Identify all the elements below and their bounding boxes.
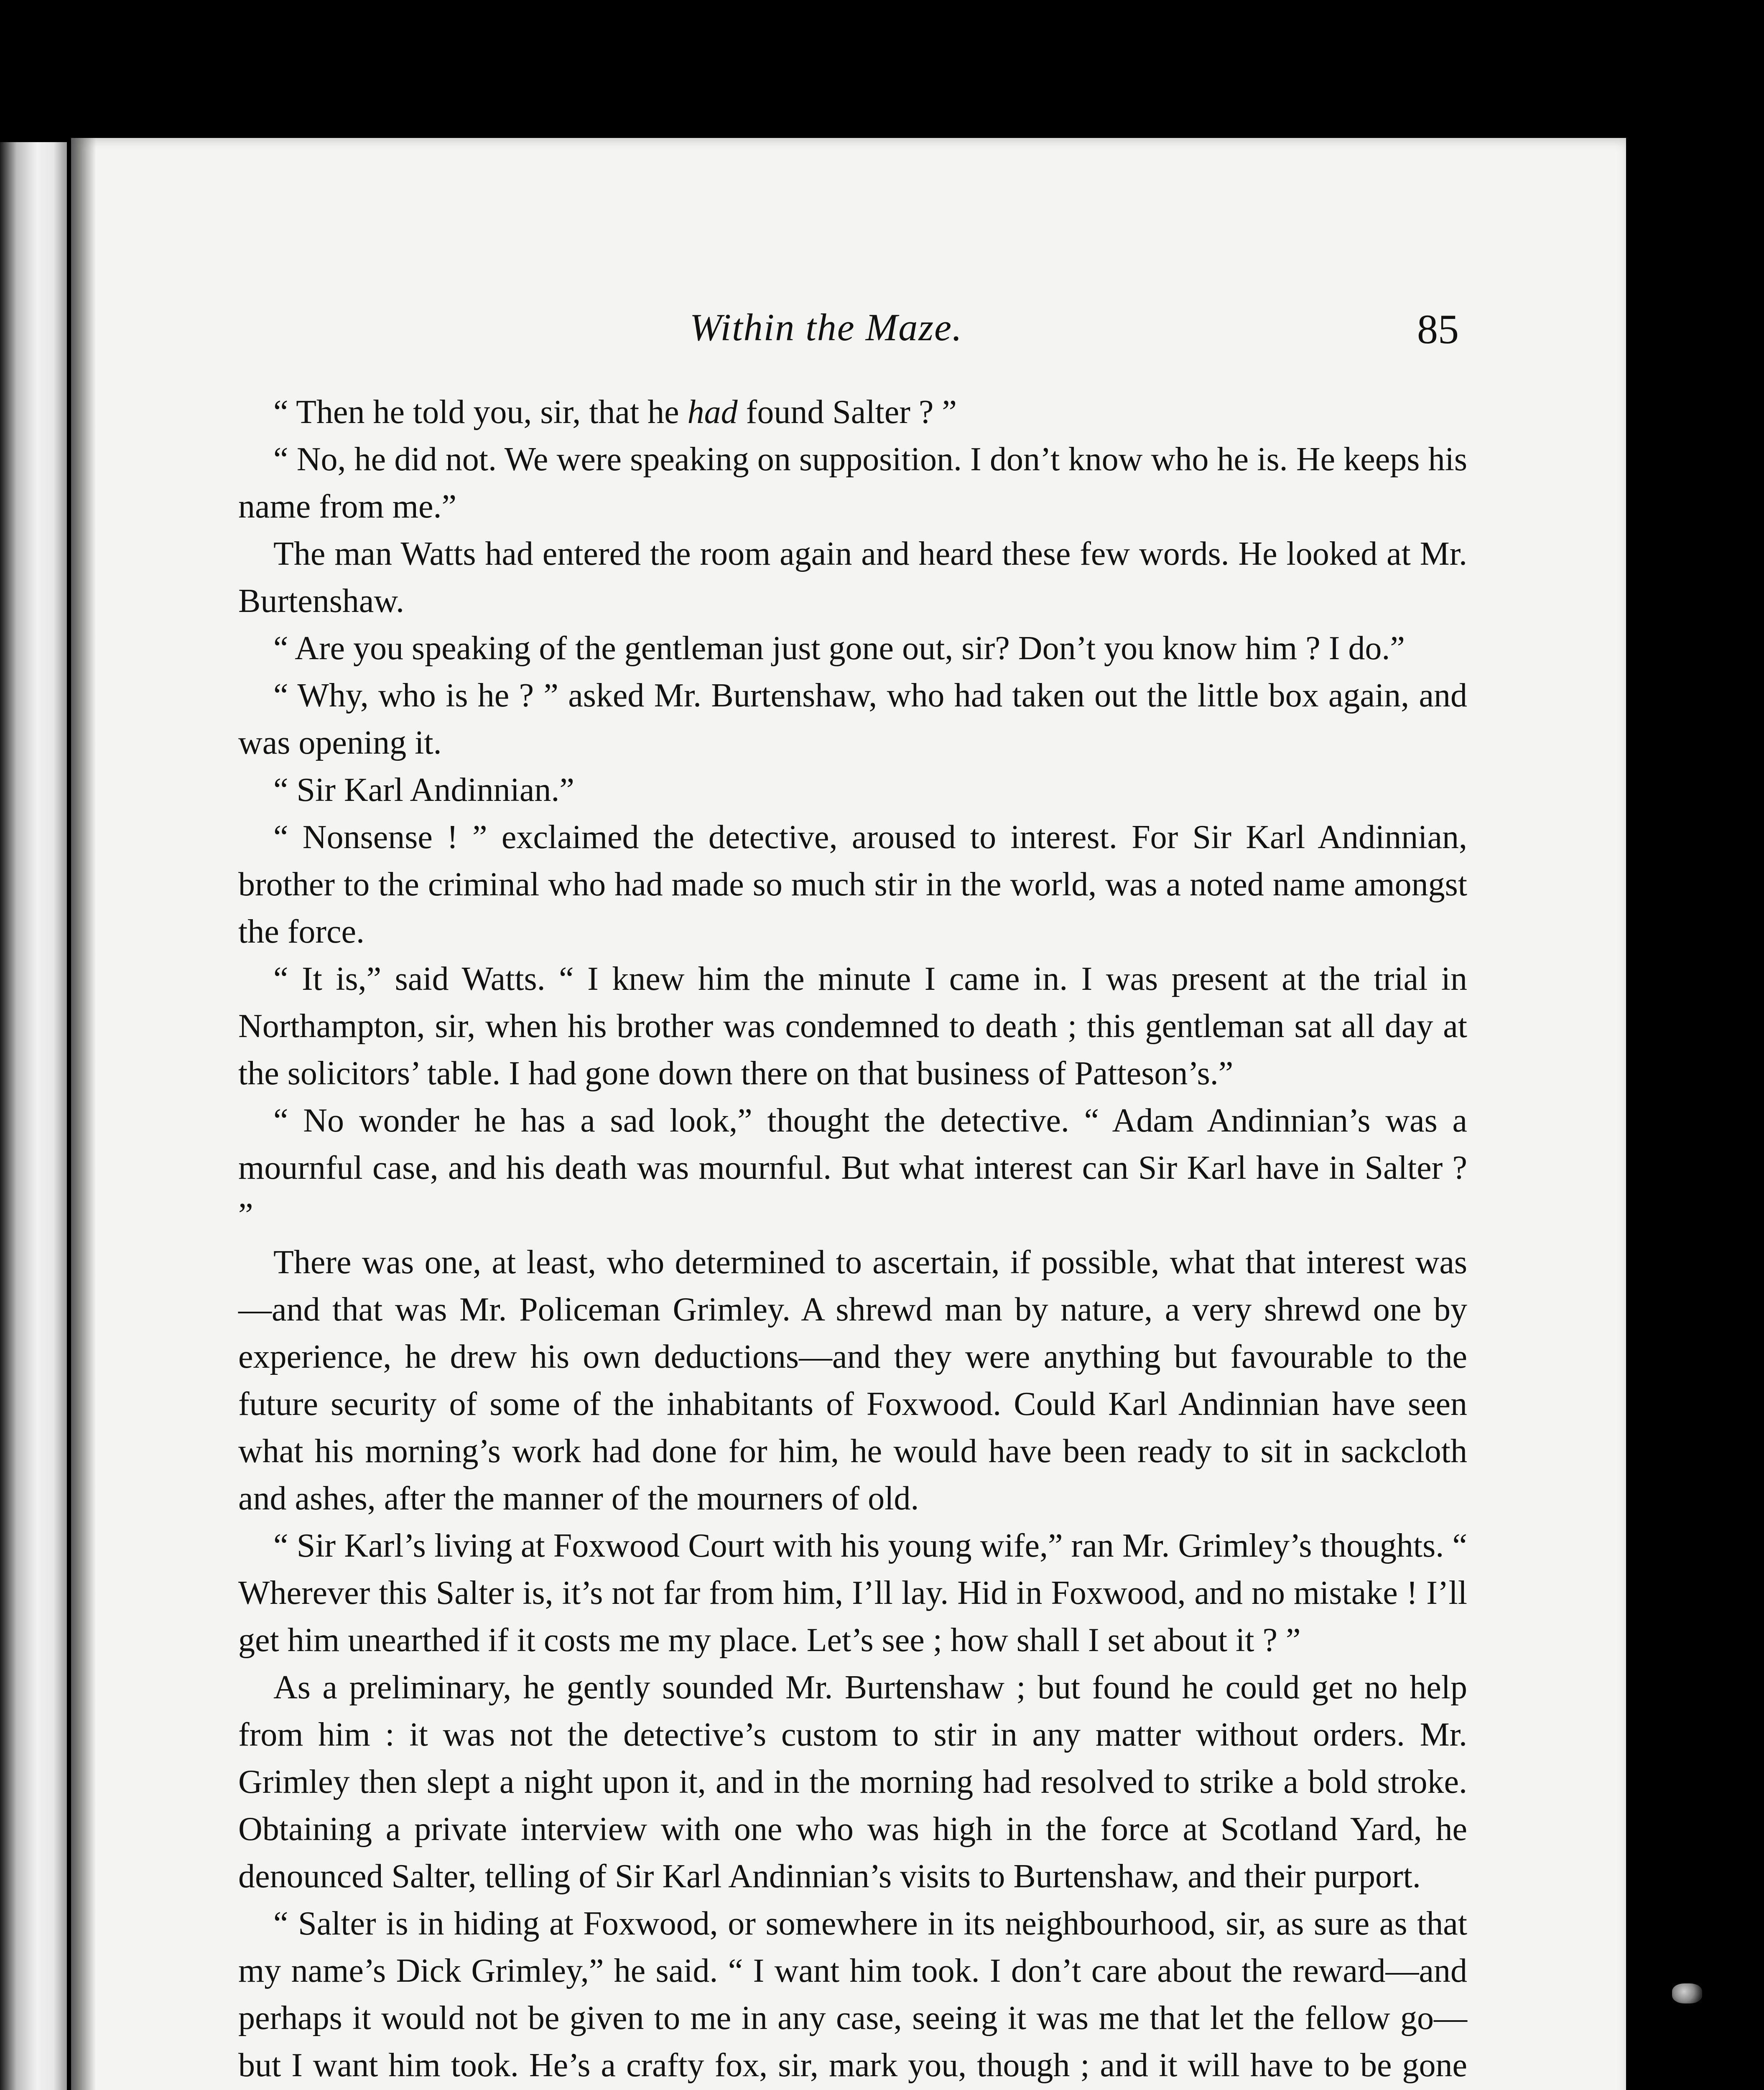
body-text bbox=[238, 389, 1467, 2090]
book-page bbox=[71, 138, 1626, 2090]
paragraph-2: “ No, he did not. We were speaking on supposition. I don’t know who he is. He keeps his name from me.” bbox=[238, 441, 1467, 525]
paragraph-11: “ Sir Karl’s living at Foxwood Court with his young wife,” ran Mr. Grimley’s thoughts. “ Wherever this Salter is, it’s not far from him, I’ll lay. Hid in Foxwood, and no mistake ! I’ll get him unearthed if it costs me my place. Let’s see ; how shall I set about it ? ” bbox=[238, 1527, 1467, 1659]
paragraph-7: “ Nonsense ! ” exclaimed the detective, aroused to interest. For Sir Karl Andinnian, brother to the criminal who had made so much stir in the world, was a noted name amongst the force. bbox=[238, 819, 1467, 950]
running-title: Within the Maze. bbox=[690, 306, 963, 349]
paragraph-6: “ Sir Karl Andinnian.” bbox=[273, 772, 574, 808]
paragraph-4: “ Are you speaking of the gentleman just gone out, sir? Don’t you know him ? I do.” bbox=[273, 630, 1405, 667]
paragraph-5: “ Why, who is he ? ” asked Mr. Burtenshaw, who had taken out the little box again, and was opening it. bbox=[238, 677, 1467, 761]
emphasis-had: had bbox=[687, 394, 738, 431]
paragraph-1 bbox=[238, 389, 1467, 436]
paragraph-10: There was one, at least, who determined to ascertain, if possible, what that interest was—and that was Mr. Policeman Grimley. A shrewd man by nature, a very shrewd one by experience, he drew his own deductions—and they were anything but favourable to the future security of some of the inhabitants of Foxwood. Could Karl Andinnian have seen what his morning’s work had done for him, he would have been ready to sit in sackcloth and ashes, after the manner of the mourners of old. bbox=[238, 1244, 1467, 1517]
paragraph-12: As a preliminary, he gently sounded Mr. Burtenshaw ; but found he could get no help from him : it was not the detective’s custom to stir in any matter without orders. Mr. Grimley then slept a night upon it, and in the morning had resolved to strike a bold stroke. Obtaining a private interview with one who was high in the force at Scotland Yard, he denounced Salter, telling of Sir Karl Andinnian’s visits to Burtenshaw, and their purport. bbox=[238, 1669, 1467, 1895]
paragraph-3: The man Watts had entered the room again and heard these few words. He looked at Mr. Burtenshaw. bbox=[238, 535, 1467, 619]
running-head bbox=[71, 305, 1626, 372]
paragraph-1-start: “ Then he told you, sir, that he bbox=[273, 394, 688, 431]
scan-speck bbox=[1672, 1983, 1702, 2003]
paragraph-9: “ No wonder he has a sad look,” thought the detective. “ Adam Andinnian’s was a mournful case, and his death was mournful. But what interest can Sir Karl have in Salter ? ” bbox=[238, 1102, 1467, 1234]
paragraph-8: “ It is,” said Watts. “ I knew him the minute I came in. I was present at the trial in Northampton, sir, when his brother was condemned to death ; this gentleman sat all day at the solicitors’ table. I had gone down there on that business of Patteson’s.” bbox=[238, 961, 1467, 1092]
paragraph-13: “ Salter is in hiding at Foxwood, or somewhere in its neighbourhood, sir, as sure as that my name’s Dick Grimley,” he said. “ I want him took. I don’t care about the reward—and perhaps it would not be given to me in any case, seeing it was me that let the fellow go—but I want him took. He’s a crafty fox, sir, mark you, though ; and it will have to be gone bbox=[238, 1905, 1467, 2084]
page-number: 85 bbox=[1417, 306, 1459, 352]
paragraph-1-end: found Salter ? ” bbox=[737, 394, 957, 431]
facing-page-edge bbox=[0, 142, 67, 2090]
